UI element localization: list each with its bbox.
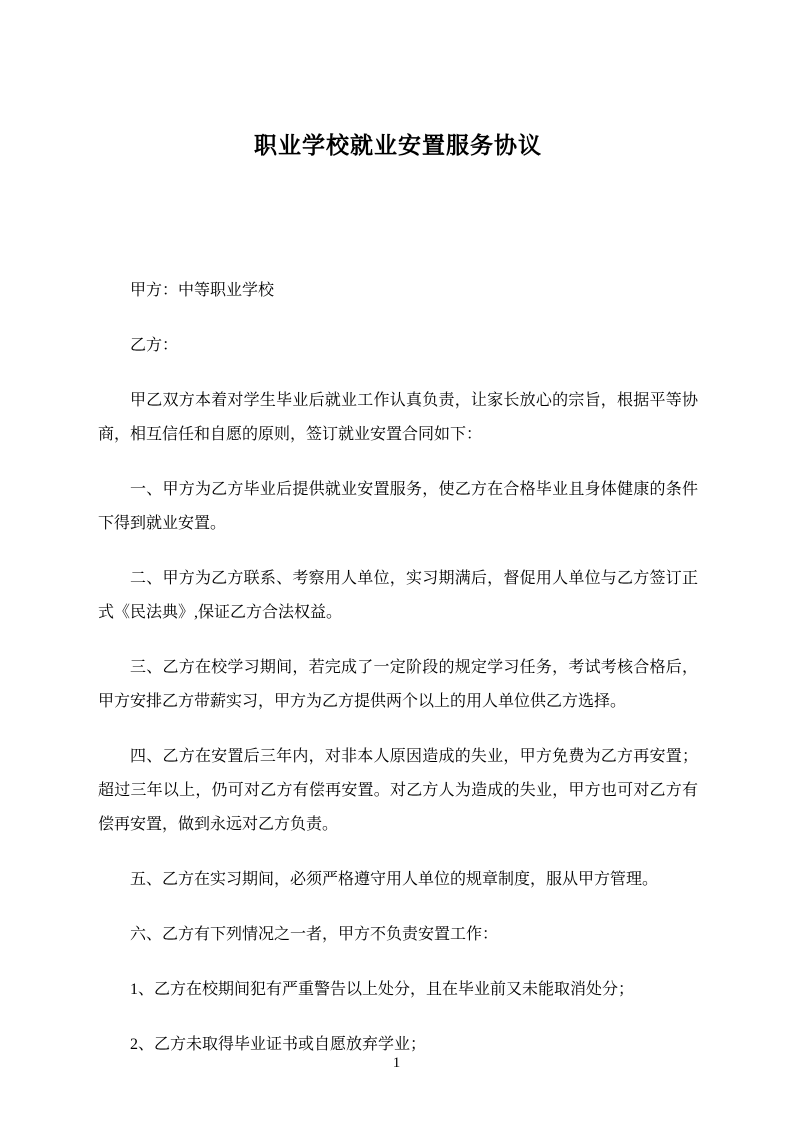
clause-6: 六、乙方有下列情况之一者，甲方不负责安置工作： <box>130 926 499 943</box>
clause-5: 五、乙方在实习期间，必须严格遵守用人单位的规章制度，服从甲方管理。 <box>130 871 659 888</box>
clause-6-item-2: 2、乙方未取得毕业证书或自愿放弃学业； <box>130 1036 427 1053</box>
document-title: 职业学校就业安置服务协议 <box>254 133 542 158</box>
party-b-line: 乙方： <box>130 337 179 354</box>
party-a-line: 甲方：中等职业学校 <box>130 282 275 299</box>
intro-paragraph: 甲乙双方本着对学生毕业后就业工作认真负责，让家长放心的宗旨，根据平等协商，相互信任和自愿的原则，签订就业安置合同如下： <box>98 392 698 443</box>
clause-4: 四、乙方在安置后三年内，对非本人原因造成的失业，甲方免费为乙方再安置；超过三年以上，仍可对乙方有偿再安置。对乙方人为造成的失业，甲方也可对乙方有偿再安置，做到永远对乙方负责。 <box>98 748 698 833</box>
clause-3: 三、乙方在校学习期间，若完成了一定阶段的规定学习任务，考试考核合格后，甲方安排乙方带薪实习，甲方为乙方提供两个以上的用人单位供乙方选择。 <box>98 659 698 710</box>
clause-2: 二、甲方为乙方联系、考察用人单位，实习期满后，督促用人单位与乙方签订正式《民法典》,保证乙方合法权益。 <box>98 570 698 621</box>
clause-6-item-1: 1、乙方在校期间犯有严重警告以上处分，且在毕业前又未能取消处分； <box>130 981 635 998</box>
page-number: 1 <box>392 1055 401 1071</box>
clause-1: 一、甲方为乙方毕业后提供就业安置服务，使乙方在合格毕业且身体健康的条件下得到就业安置。 <box>98 481 698 532</box>
